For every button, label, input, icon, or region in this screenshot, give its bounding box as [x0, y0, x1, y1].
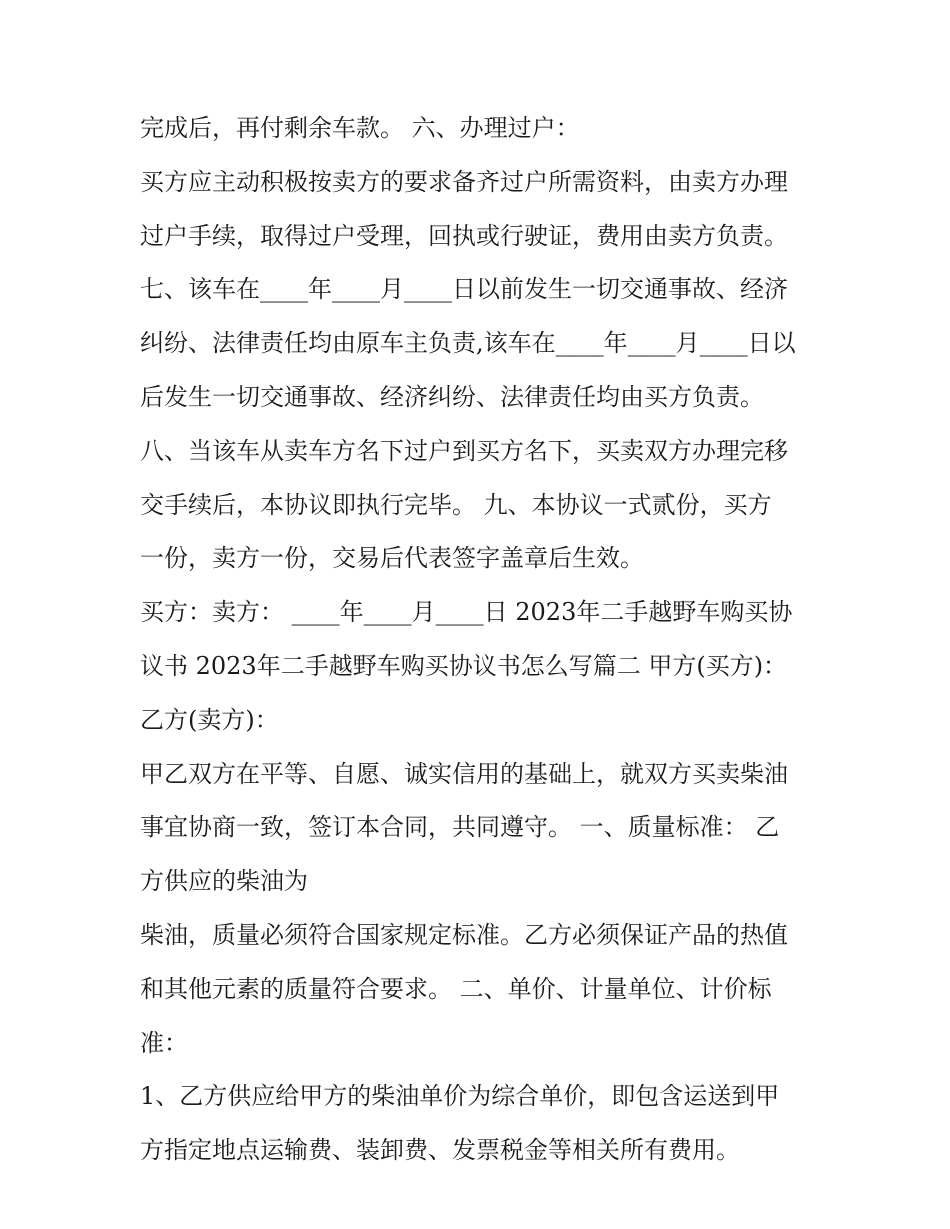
- text-line: 一份，卖方一份，交易后代表签字盖章后生效。: [140, 544, 644, 573]
- text-line: 买方：卖方： ____年____月____日 2023年二手越野车购买协: [140, 598, 793, 627]
- text-line: 1、乙方供应给甲方的柴油单价为综合单价，即包含运送到甲: [140, 1082, 780, 1111]
- text-line: 八、当该车从卖车方名下过户到买方名下，买卖双方办理完移: [140, 436, 788, 465]
- text-line: 方指定地点运输费、装卸费、发票税金等相关所有费用。: [140, 1136, 740, 1165]
- text-line: 买方应主动积极按卖方的要求备齐过户所需资料，由卖方办理: [140, 167, 788, 196]
- text-line: 方供应的柴油为: [140, 867, 308, 896]
- text-line: 事宜协商一致，签订本合同，共同遵守。 一、质量标准： 乙: [140, 813, 780, 842]
- text-line: 完成后，再付剩余车款。 六、办理过户：: [140, 114, 580, 142]
- text-line: 后发生一切交通事故、经济纠纷、法律责任均由买方负责。: [140, 382, 764, 411]
- text-line: 柴油，质量必须符合国家规定标准。乙方必须保证产品的热值: [140, 920, 788, 949]
- text-line: 交手续后，本协议即执行完毕。 九、本协议一式贰份，买方: [140, 490, 772, 519]
- text-line: 甲乙双方在平等、自愿、诚实信用的基础上，就双方买卖柴油: [140, 759, 788, 788]
- text-line: 七、该车在____年____月____日以前发生一切交通事故、经济: [140, 275, 788, 304]
- text-line: 和其他元素的质量符合要求。 二、单价、计量单位、计价标: [140, 974, 772, 1003]
- text-line: 议书 2023年二手越野车购买协议书怎么写篇二 甲方(买方)：: [140, 651, 788, 680]
- text-line: 纠纷、法律责任均由原车主负责,该车在____年____月____日以: [140, 329, 796, 358]
- document-body: [140, 108, 820, 1184]
- text-line: 乙方(卖方)：: [140, 705, 279, 734]
- text-line: 过户手续，取得过户受理，回执或行驶证，费用由卖方负责。: [140, 221, 788, 250]
- text-line: 准：: [140, 1028, 188, 1057]
